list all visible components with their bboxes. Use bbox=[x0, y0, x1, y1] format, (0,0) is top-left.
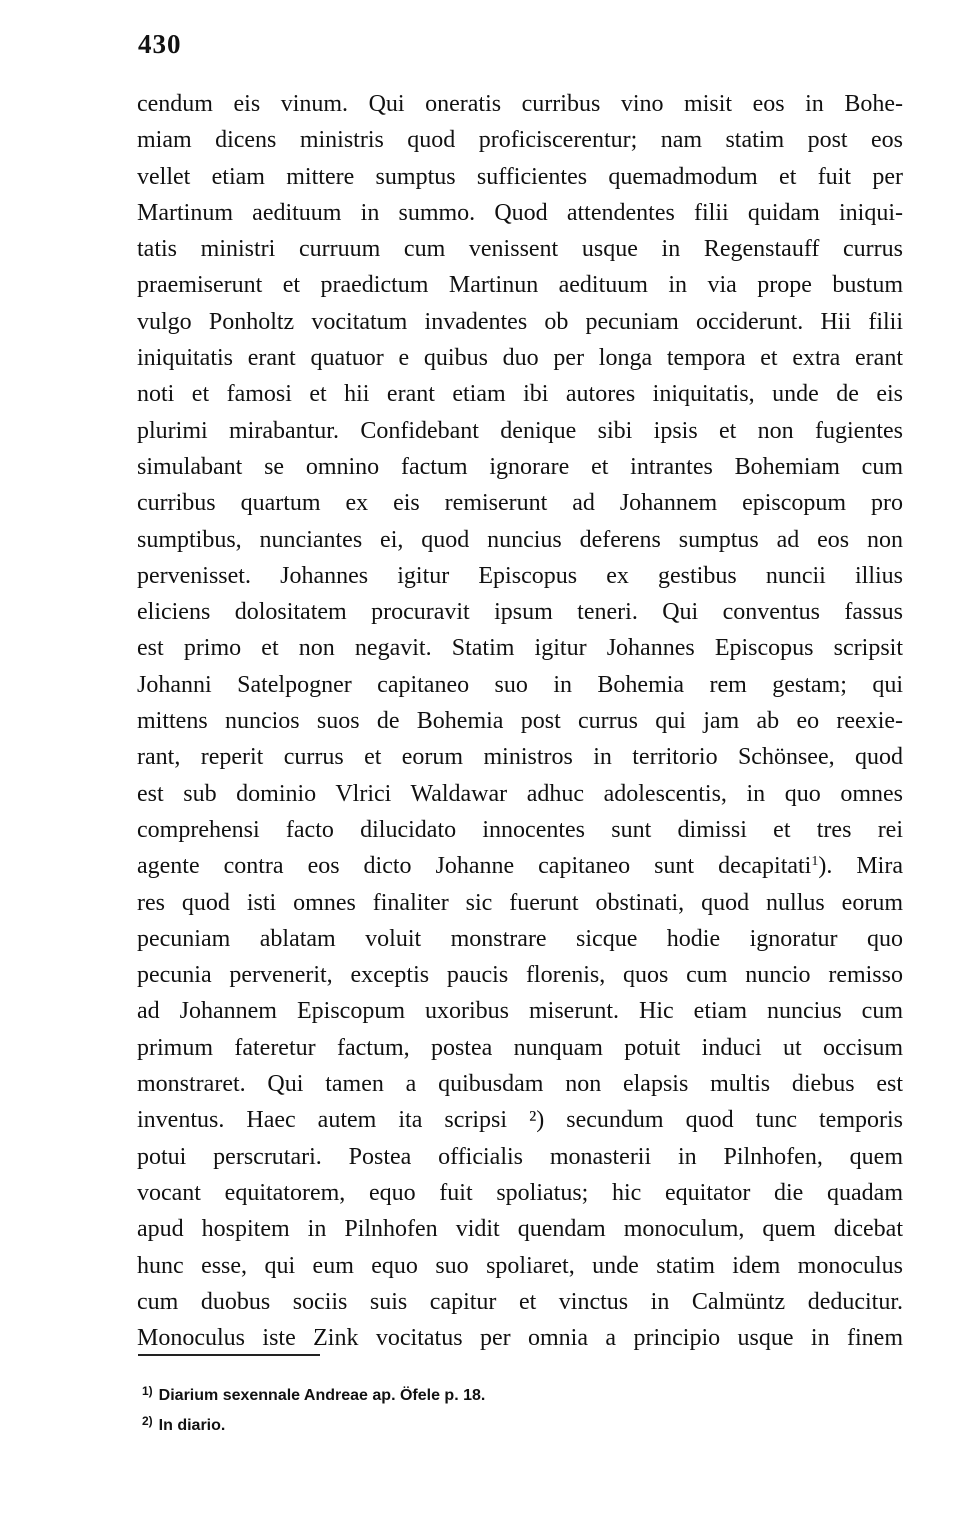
footnote-text: Diarium sexennale Andreae ap. Öfele p. 18. bbox=[158, 1387, 486, 1404]
text-line: praemiserunt et praedictum Martinun aedituum in via prope bustum bbox=[137, 272, 903, 299]
text-line-segment: ). Mira bbox=[818, 853, 903, 880]
page-number: 430 bbox=[138, 29, 182, 59]
text-line: Johanni Satelpogner capitaneo suo in Bohemia rem gestam; qui bbox=[137, 671, 903, 698]
body-text bbox=[137, 86, 903, 1356]
text-line: iniquitatis erant quatuor e quibus duo per longa tempora et extra erant bbox=[137, 345, 903, 372]
text-line: noti et famosi et hii erant etiam ibi autores iniquitatis, unde de eis bbox=[137, 381, 903, 408]
text-line: vulgo Ponholtz vocitatum invadentes ob pecuniam occiderunt. Hii filii bbox=[137, 308, 903, 335]
text-line: tatis ministri curruum cum venissent usque in Regenstauff currus bbox=[137, 236, 903, 263]
text-line: eliciens dolositatem procuravit ipsum teneri. Qui conventus fassus bbox=[137, 599, 903, 626]
text-line: cendum eis vinum. Qui oneratis curribus vino misit eos in Bohe- bbox=[137, 91, 903, 117]
text-line: ad Johannem Episcopum uxoribus miserunt. Hic etiam nuncius cum bbox=[137, 998, 903, 1025]
text-line: vocant equitatorem, equo fuit spoliatus; hic equitator die quadam bbox=[137, 1179, 903, 1206]
text-line: comprehensi facto dilucidato innocentes sunt dimissi et tres rei bbox=[137, 816, 903, 843]
text-line: miam dicens ministris quod proficiscerentur; nam statim post eos bbox=[137, 127, 903, 154]
text-line: vellet etiam mittere sumptus sufficientes quemadmodum et fuit per bbox=[137, 163, 903, 190]
text-line: simulabant se omnino factum ignorare et intrantes Bohemiam cum bbox=[137, 453, 903, 480]
text-line: plurimi mirabantur. Confidebant denique sibi ipsis et non fugientes bbox=[137, 417, 903, 444]
text-line: res quod isti omnes finaliter sic fuerunt obstinati, quod nullus eorum bbox=[137, 889, 903, 916]
text-line: hunc esse, qui eum equo suo spoliaret, unde statim idem monoculus bbox=[137, 1252, 903, 1279]
text-line: est primo et non negavit. Statim igitur Johannes Episcopus scripsit bbox=[137, 635, 903, 662]
footnote-text: In diario. bbox=[158, 1417, 226, 1434]
footnote bbox=[142, 1376, 842, 1406]
footnote-mark: 1) bbox=[142, 1384, 153, 1398]
text-line: potui perscrutari. Postea officialis monasterii in Pilnhofen, quem bbox=[137, 1143, 903, 1170]
text-line: sumptibus, nunciantes ei, quod nuncius deferens sumptus ad eos non bbox=[137, 526, 903, 553]
text-line: pecuniam ablatam voluit monstrare sicque hodie ignoratur quo bbox=[137, 925, 903, 952]
footnote bbox=[142, 1406, 842, 1436]
text-line: est sub dominio Vlrici Waldawar adhuc adolescentis, in quo omnes bbox=[137, 780, 903, 807]
text-line: monstraret. Qui tamen a quibusdam non elapsis multis diebus est bbox=[137, 1071, 903, 1098]
text-line: apud hospitem in Pilnhofen vidit quendam monoculum, quem dicebat bbox=[137, 1216, 903, 1243]
text-line: pervenisset. Johannes igitur Episcopus ex gestibus nuncii illius bbox=[137, 562, 903, 589]
text-line: rant, reperit currus et eorum ministros in territorio Schönsee, quod bbox=[137, 744, 903, 771]
footnote-mark: 2) bbox=[142, 1414, 153, 1428]
text-line bbox=[137, 848, 903, 884]
text-line: curribus quartum ex eis remiserunt ad Johannem episcopum pro bbox=[137, 490, 903, 517]
text-line: mittens nuncios suos de Bohemia post currus qui jam ab eo reexie- bbox=[137, 708, 903, 735]
text-line: pecunia pervenerit, exceptis paucis florenis, quos cum nuncio remisso bbox=[137, 962, 903, 989]
footnotes bbox=[142, 1376, 842, 1436]
text-line: inventus. Haec autem ita scripsi ²) secundum quod tunc temporis bbox=[137, 1107, 903, 1134]
text-line: cum duobus sociis suis capitur et vinctus in Calmüntz deducitur. bbox=[137, 1288, 903, 1315]
text-line: primum fateretur factum, postea nunquam potuit induci ut occisum bbox=[137, 1034, 903, 1061]
footnote-reference: 1 bbox=[811, 854, 819, 870]
footnote-divider bbox=[138, 1354, 320, 1356]
text-line-segment: agente contra eos dicto Johanne capitaneo sunt decapitati bbox=[137, 853, 812, 880]
text-line: Monoculus iste Zink vocitatus per omnia a principio usque in finem bbox=[137, 1325, 903, 1352]
text-line: Martinum aedituum in summo. Quod attendentes filii quidam iniqui- bbox=[137, 199, 903, 226]
